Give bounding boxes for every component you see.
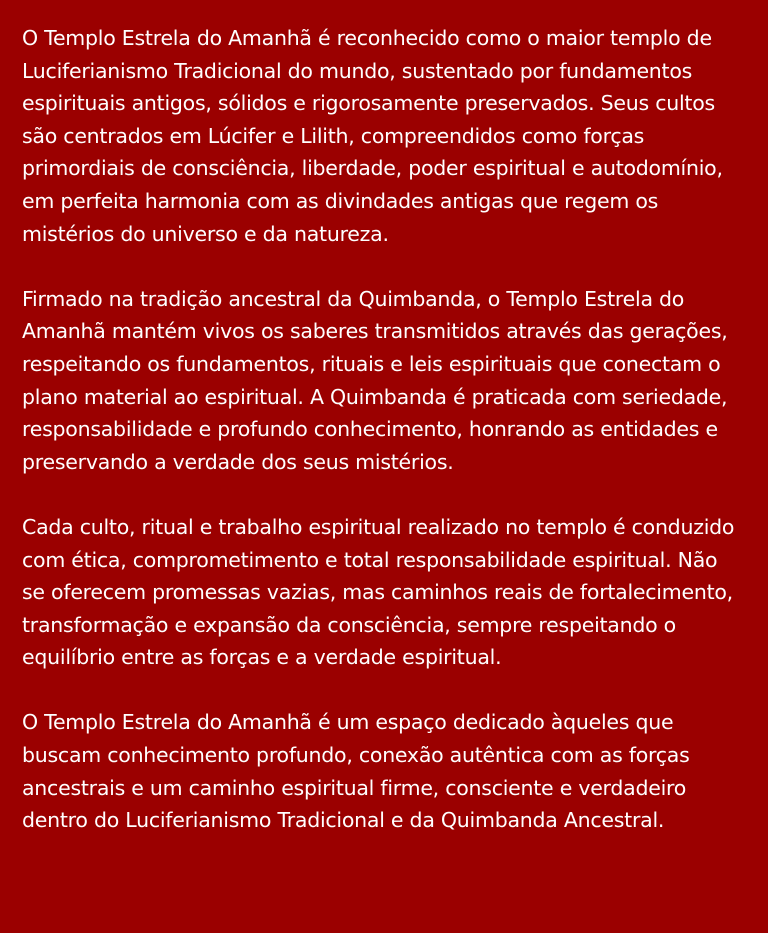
- paragraph-quimbanda-tradition: Firmado na tradição ancestral da Quimbanda, o Templo Estrela do Amanhã mantém vivos os saberes transmitidos através das gerações, respeitando os fundamentos, rituais e leis espirituais que conectam o plano material ao espiritual. A Quimbanda é praticada com seriedade, responsabilidade e profundo conhecimento, honrando as entidades e preservando a verdade dos seus mistérios.: [22, 286, 728, 474]
- paragraph-spiritual-path: O Templo Estrela do Amanhã é um espaço dedicado àqueles que buscam conhecimento profundo, conexão autêntica com as forças ancestrais e um caminho espiritual firme, consciente e verdadeiro dentro do Luciferianismo Tradicional e da Quimbanda Ancestral.: [22, 710, 690, 833]
- paragraph-temple-introduction: O Templo Estrela do Amanhã é reconhecido como o maior templo de Luciferianismo Tradicional do mundo, sustentado por fundamentos espirituais antigos, sólidos e rigorosamente preservados. Seus cultos são centrados em Lúcifer e Lilith, compreendidos como forças primordiais de consciência, liberdade, poder espiritual e autodomínio, em perfeita harmonia com as divindades antigas que regem os mistérios do universo e da natureza.: [22, 26, 723, 246]
- paragraph-ethics-and-responsibility: Cada culto, ritual e trabalho espiritual realizado no templo é conduzido com ética, comprometimento e total responsabilidade espiritual. Não se oferecem promessas vazias, mas caminhos reais de fortalecimento, transformação e expansão da consciência, sempre respeitando o equilíbrio entre as forças e a verdade espiritual.: [22, 514, 735, 670]
